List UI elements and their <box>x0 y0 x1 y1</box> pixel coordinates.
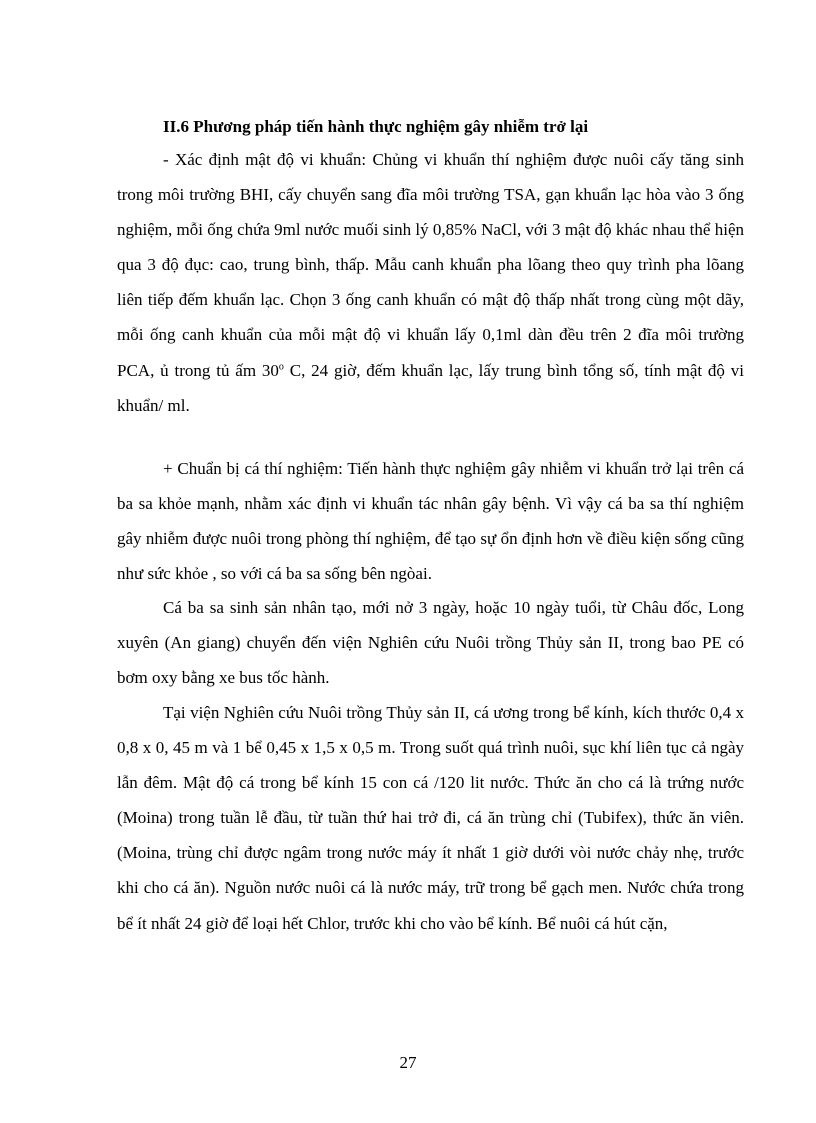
paragraph-text-continued: C, 24 giờ, đếm khuẩn lạc, lấy trung bình tổng số, tính mật độ vi khuẩn/ ml. <box>117 360 744 415</box>
paragraph-fish-origin <box>117 590 744 695</box>
section-heading: II.6 Phương pháp tiến hành thực nghiệm gây nhiễm trở lại <box>163 117 589 136</box>
paragraph-text: - Xác định mật độ vi khuẩn: Chủng vi khuẩn thí nghiệm được nuôi cấy tăng sinh trong môi trường BHI, cấy chuyển sang đĩa môi trường TSA, gạn khuẩn lạc hòa vào 3 ống nghiệm, mỗi ống chứa 9ml nước muối sinh lý 0,85% NaCl, với 3 mật độ khác nhau thể hiện qua 3 độ đục: cao, trung bình, thấp. Mẫu canh khuẩn pha lõang theo quy trình pha lõang liên tiếp đếm khuẩn lạc. Chọn 3 ống canh khuẩn có mật độ thấp nhất trong cùng một dãy, mỗi ống canh khuẩn của mỗi mật độ vi khuẩn lấy 0,1ml dàn đều trên 2 đĩa môi trường PCA, ủ trong tủ ấm 30 <box>117 150 744 380</box>
page-number: 27 <box>399 1053 417 1072</box>
paragraph-fish-preparation <box>117 451 744 591</box>
paragraph-rearing-conditions <box>117 695 744 941</box>
paragraph-text: Tại viện Nghiên cứu Nuôi trồng Thủy sản II, cá ương trong bể kính, kích thước 0,4 x 0,8 x 0, 45 m và 1 bể 0,45 x 1,5 x 0,5 m. Trong suốt quá trình nuôi, sục khí liên tục cả ngày lẫn đêm. Mật độ cá trong bể kính 15 con cá /120 lit nước. Thức ăn cho cá là trứng nước (Moina) trong tuần lễ đầu, từ tuần thứ hai trở đi, cá ăn trùng chỉ (Tubifex), thức ăn viên. (Moina, trùng chỉ được ngâm trong nước máy ít nhất 1 giờ dưới vòi nước chảy nhẹ, trước khi cho cá ăn). Nguồn nước nuôi cá là nước máy, trữ trong bể gạch men. Nước chứa trong bể ít nhất 24 giờ để loại hết Chlor, trước khi cho vào bể kính. Bể nuôi cá hút cặn, <box>117 703 744 933</box>
paragraph-bacterial-density <box>117 142 744 423</box>
paragraph-text: Cá ba sa sinh sản nhân tạo, mới nở 3 ngày, hoặc 10 ngày tuổi, từ Châu đốc, Long xuyên (An giang) chuyển đến viện Nghiên cứu Nuôi trồng Thủy sản II, trong bao PE có bơm oxy bằng xe bus tốc hành. <box>117 598 744 688</box>
paragraph-text: + Chuẩn bị cá thí nghiệm: Tiến hành thực nghiệm gây nhiễm vi khuẩn trở lại trên cá ba sa khỏe mạnh, nhằm xác định vi khuẩn tác nhân gây bệnh. Vì vậy cá ba sa thí nghiệm gây nhiễm được nuôi trong phòng thí nghiệm, để tạo sự ổn định hơn về điều kiện sống cũng như sức khỏe , so với cá ba sa sống bên ngòai. <box>117 459 744 584</box>
degree-superscript: o <box>278 360 284 372</box>
